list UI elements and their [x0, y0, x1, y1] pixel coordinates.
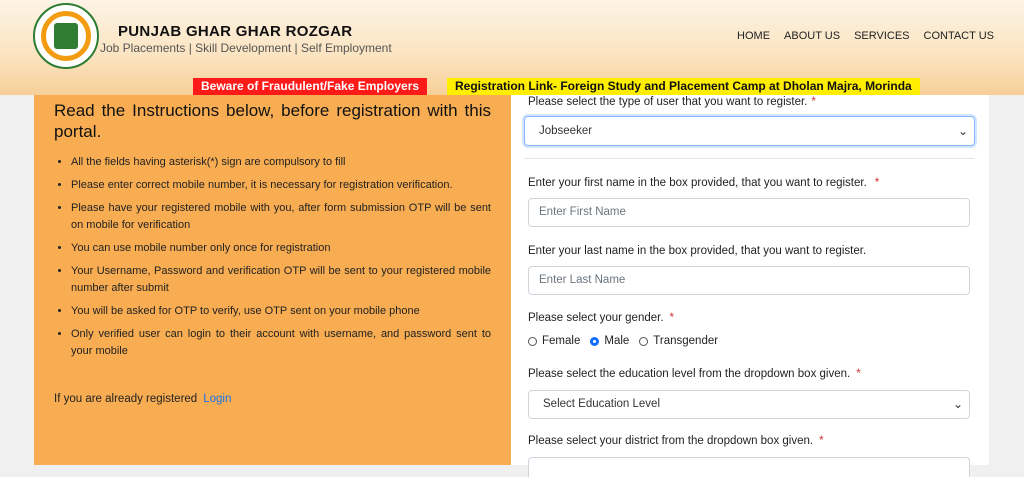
radio-transgender[interactable]: [639, 337, 648, 346]
registration-link[interactable]: Registration Link- Foreign Study and Placement Camp at Dholan Majra, Morinda: [447, 78, 920, 95]
last-name-label: Enter your last name in the box provided, that you want to register.: [528, 245, 867, 257]
already-registered-text: If you are already registered: [54, 393, 198, 405]
gender-label: Please select your gender. *: [528, 312, 675, 324]
gender-radio-group: [528, 335, 728, 347]
nav-about-us[interactable]: ABOUT US: [784, 30, 841, 42]
last-name-input[interactable]: Enter Last Name: [528, 266, 970, 295]
divider: [524, 158, 974, 159]
user-type-value: Jobseeker: [539, 125, 593, 137]
main-nav: [737, 30, 994, 42]
instructions-list: [54, 154, 491, 360]
instructions-panel: [34, 95, 511, 465]
instructions-heading: Read the Instructions below, before registration with this portal.: [54, 101, 491, 141]
radio-male[interactable]: [590, 337, 599, 346]
gender-transgender-option[interactable]: Transgender: [639, 335, 718, 347]
login-link[interactable]: Login: [203, 393, 232, 405]
already-registered: [54, 393, 231, 405]
district-select[interactable]: [528, 457, 970, 477]
education-select[interactable]: [528, 390, 970, 419]
user-type-select[interactable]: [524, 116, 975, 146]
list-item: • You will be asked for OTP to verify, use OTP sent on your mobile phone: [71, 303, 491, 320]
first-name-input[interactable]: Enter First Name: [528, 198, 970, 227]
district-label: Please select your district from the dropdown box given. *: [528, 435, 824, 447]
gender-female-option[interactable]: Female: [528, 335, 580, 347]
first-name-label: Enter your first name in the box provided, that you want to register. *: [528, 177, 880, 189]
emblem-logo[interactable]: [33, 3, 99, 69]
nav-services[interactable]: SERVICES: [854, 30, 910, 42]
user-type-label: Please select the type of user that you want to register. *: [528, 96, 816, 108]
site-title: PUNJAB GHAR GHAR ROZGAR: [118, 23, 353, 40]
chevron-down-icon: ⌄: [952, 397, 963, 411]
site-subtitle: Job Placements | Skill Development | Self Employment: [100, 41, 392, 55]
list-item: • All the fields having asterisk(*) sign are compulsory to fill: [71, 154, 491, 171]
list-item: • Please enter correct mobile number, it is necessary for registration verification.: [71, 177, 491, 194]
gender-male-option[interactable]: Male: [590, 335, 629, 347]
list-item: • You can use mobile number only once for registration: [71, 240, 491, 257]
fraud-warning[interactable]: Beware of Fraudulent/Fake Employers: [193, 78, 427, 95]
nav-home[interactable]: HOME: [737, 30, 771, 42]
list-item: • Please have your registered mobile with you, after form submission OTP will be sent on mobile for verification: [71, 200, 491, 234]
chevron-down-icon: ⌄: [957, 124, 968, 138]
radio-female[interactable]: [528, 337, 537, 346]
list-item: • Only verified user can login to their account with username, and password sent to your mobile: [71, 326, 491, 360]
nav-contact-us[interactable]: CONTACT US: [923, 30, 994, 42]
list-item: • Your Username, Password and verification OTP will be sent to your registered mobile number after submit: [71, 263, 491, 297]
education-value: Select Education Level: [543, 398, 660, 410]
site-header: [0, 0, 1024, 95]
news-ticker: [0, 78, 1024, 95]
education-label: Please select the education level from the dropdown box given. *: [528, 368, 861, 380]
registration-form: [511, 95, 989, 465]
